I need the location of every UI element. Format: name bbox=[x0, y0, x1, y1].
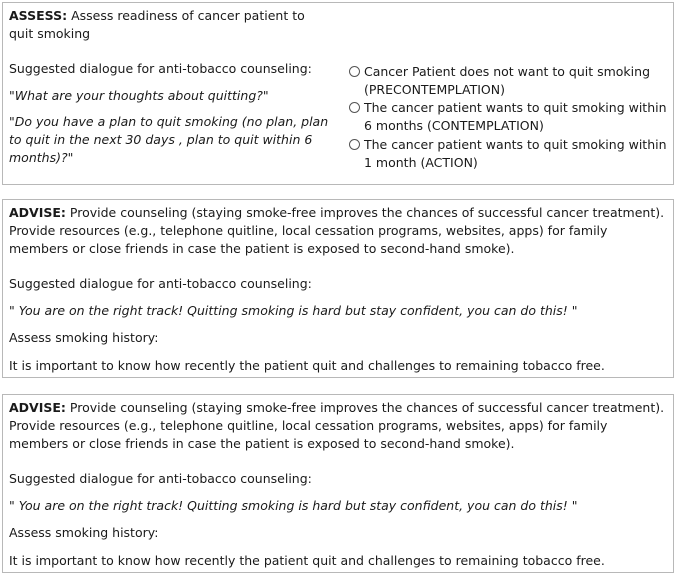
advise-heading-label: ADVISE: bbox=[9, 400, 66, 415]
advise-heading-text: Provide counseling (staying smoke-free improves the chances of successful cancer treatment). Provide resources (e.g., telephone quitline, local cessation programs, websites, apps) for family members or close friends in case the patient is exposed to second-hand smoke). bbox=[9, 400, 665, 451]
assess-panel bbox=[2, 2, 674, 185]
assess-heading bbox=[9, 7, 309, 43]
option-label: The cancer patient wants to quit smoking within 1 month (ACTION) bbox=[364, 137, 667, 170]
option-label: Cancer Patient does not want to quit smoking (PRECONTEMPLATION) bbox=[364, 64, 650, 97]
readiness-option-contemplation[interactable] bbox=[349, 99, 669, 135]
smoking-history-text: It is important to know how recently the patient quit and challenges to remaining tobacco free. bbox=[9, 358, 605, 373]
advise-panel bbox=[2, 199, 674, 378]
smoking-history-label: Assess smoking history: bbox=[9, 525, 159, 540]
readiness-option-precontemplation[interactable] bbox=[349, 63, 669, 99]
advise-dialogue-label: Suggested dialogue for anti-tobacco counseling: bbox=[9, 471, 312, 486]
assess-dialogue-label: Suggested dialogue for anti-tobacco counseling: bbox=[9, 61, 312, 76]
advise-heading-label: ADVISE: bbox=[9, 205, 66, 220]
smoking-history-text: It is important to know how recently the patient quit and challenges to remaining tobacco free. bbox=[9, 553, 605, 568]
radio-button[interactable] bbox=[349, 102, 360, 113]
smoking-history-label: Assess smoking history: bbox=[9, 330, 159, 345]
advise-panel bbox=[2, 394, 674, 573]
assess-heading-label: ASSESS: bbox=[9, 8, 68, 23]
advise-heading bbox=[9, 204, 667, 258]
advise-heading bbox=[9, 399, 667, 453]
advise-heading-text: Provide counseling (staying smoke-free improves the chances of successful cancer treatment). Provide resources (e.g., telephone quitline, local cessation programs, websites, apps) for family members or close friends in case the patient is exposed to second-hand smoke). bbox=[9, 205, 665, 256]
advise-dialogue-label: Suggested dialogue for anti-tobacco counseling: bbox=[9, 276, 312, 291]
radio-button[interactable] bbox=[349, 66, 360, 77]
radio-button[interactable] bbox=[349, 139, 360, 150]
option-label: The cancer patient wants to quit smoking within 6 months (CONTEMPLATION) bbox=[364, 100, 667, 133]
advise-quote: " You are on the right track! Quitting smoking is hard but stay confident, you can do this! " bbox=[9, 498, 578, 513]
assess-heading-text: Assess readiness of cancer patient to quit smoking bbox=[9, 8, 305, 41]
assess-quote-2: "Do you have a plan to quit smoking (no plan, plan to quit in the next 30 days , plan to quit within 6 months)?" bbox=[9, 114, 329, 165]
readiness-option-action[interactable] bbox=[349, 136, 669, 172]
advise-quote: " You are on the right track! Quitting smoking is hard but stay confident, you can do this! " bbox=[9, 303, 578, 318]
assess-quote-1: "What are your thoughts about quitting?" bbox=[9, 88, 269, 103]
